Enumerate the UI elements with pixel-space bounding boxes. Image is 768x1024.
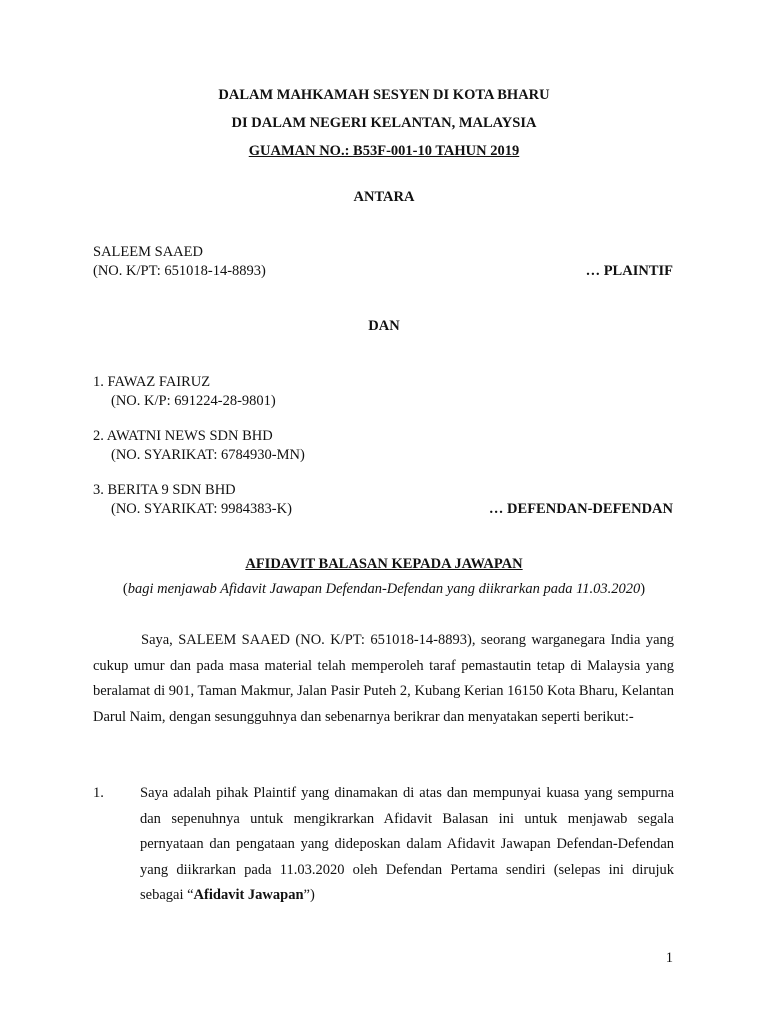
defendant-2-id: (NO. SYARIKAT: 6784930-MN) <box>111 447 305 463</box>
document-title-text: AFIDAVIT BALASAN KEPADA JAWAPAN <box>245 556 523 572</box>
case-number <box>0 143 768 160</box>
plaintiff-role: … PLAINTIF <box>585 263 673 279</box>
subtitle-text: bagi menjawab Afidavit Jawapan Defendan-Defendan yang diikrarkan pada 11.03.2020 <box>127 581 641 597</box>
subtitle-close-paren: ) <box>640 581 646 597</box>
dan-heading: DAN <box>368 318 400 334</box>
document-title <box>0 556 768 573</box>
item-1-text-after: ”) <box>303 887 315 903</box>
court-heading-line1: DALAM MAHKAMAH SESYEN DI KOTA BHARU <box>218 87 550 103</box>
item-1-bold-term: Afidavit Jawapan <box>193 887 304 903</box>
defendants-role: … DEFENDAN-DEFENDAN <box>488 501 673 517</box>
antara-heading: ANTARA <box>353 189 415 205</box>
court-heading-line2: DI DALAM NEGERI KELANTAN, MALAYSIA <box>231 115 537 131</box>
case-number-text: GUAMAN NO.: B53F-001-10 TAHUN 2019 <box>248 143 520 159</box>
defendant-1-name: 1. FAWAZ FAIRUZ <box>93 374 211 390</box>
plaintiff-name: SALEEM SAAED <box>93 244 203 260</box>
subtitle-open-paren: ( <box>122 581 128 597</box>
defendant-3-name: 3. BERITA 9 SDN BHD <box>93 482 236 498</box>
defendant-2-name: 2. AWATNI NEWS SDN BHD <box>93 428 273 444</box>
item-1-text-before: Saya adalah pihak Plaintif yang dinamakan di atas dan mempunyai kuasa yang sempurna dan sepenuhnya untuk mengikrarkan Afidavit Balasan ini untuk menjawab segala pernyataan dan pengataan yang dideposkan dalam Afidavit Jawapan Defendan-Defendan yang diikrarkan pada 11.03.2020 oleh Defendan Pertama sendiri (selepas ini dirujuk sebagai “ <box>140 785 674 903</box>
plaintiff-id: (NO. K/PT: 651018-14-8893) <box>93 263 266 279</box>
item-1-number: 1. <box>93 785 104 801</box>
defendant-3-id: (NO. SYARIKAT: 9984383-K) <box>111 501 292 517</box>
item-1-text <box>140 781 674 909</box>
defendant-1-id: (NO. K/P: 691224-28-9801) <box>111 393 276 409</box>
page-number: 1 <box>665 950 673 966</box>
intro-paragraph: Saya, SALEEM SAAED (NO. K/PT: 651018-14-8893), seorang warganegara India yang cukup umur dan pada masa material telah memperoleh taraf pemastautin tetap di Malaysia yang beralamat di 901, Taman Makmur, Jalan Pasir Puteh 2, Kubang Kerian 16150 Kota Bharu, Kelantan Darul Naim, dengan sesungguhnya dan sebenarnya berikrar dan menyatakan seperti berikut:- <box>93 632 674 725</box>
document-subtitle <box>0 581 768 598</box>
